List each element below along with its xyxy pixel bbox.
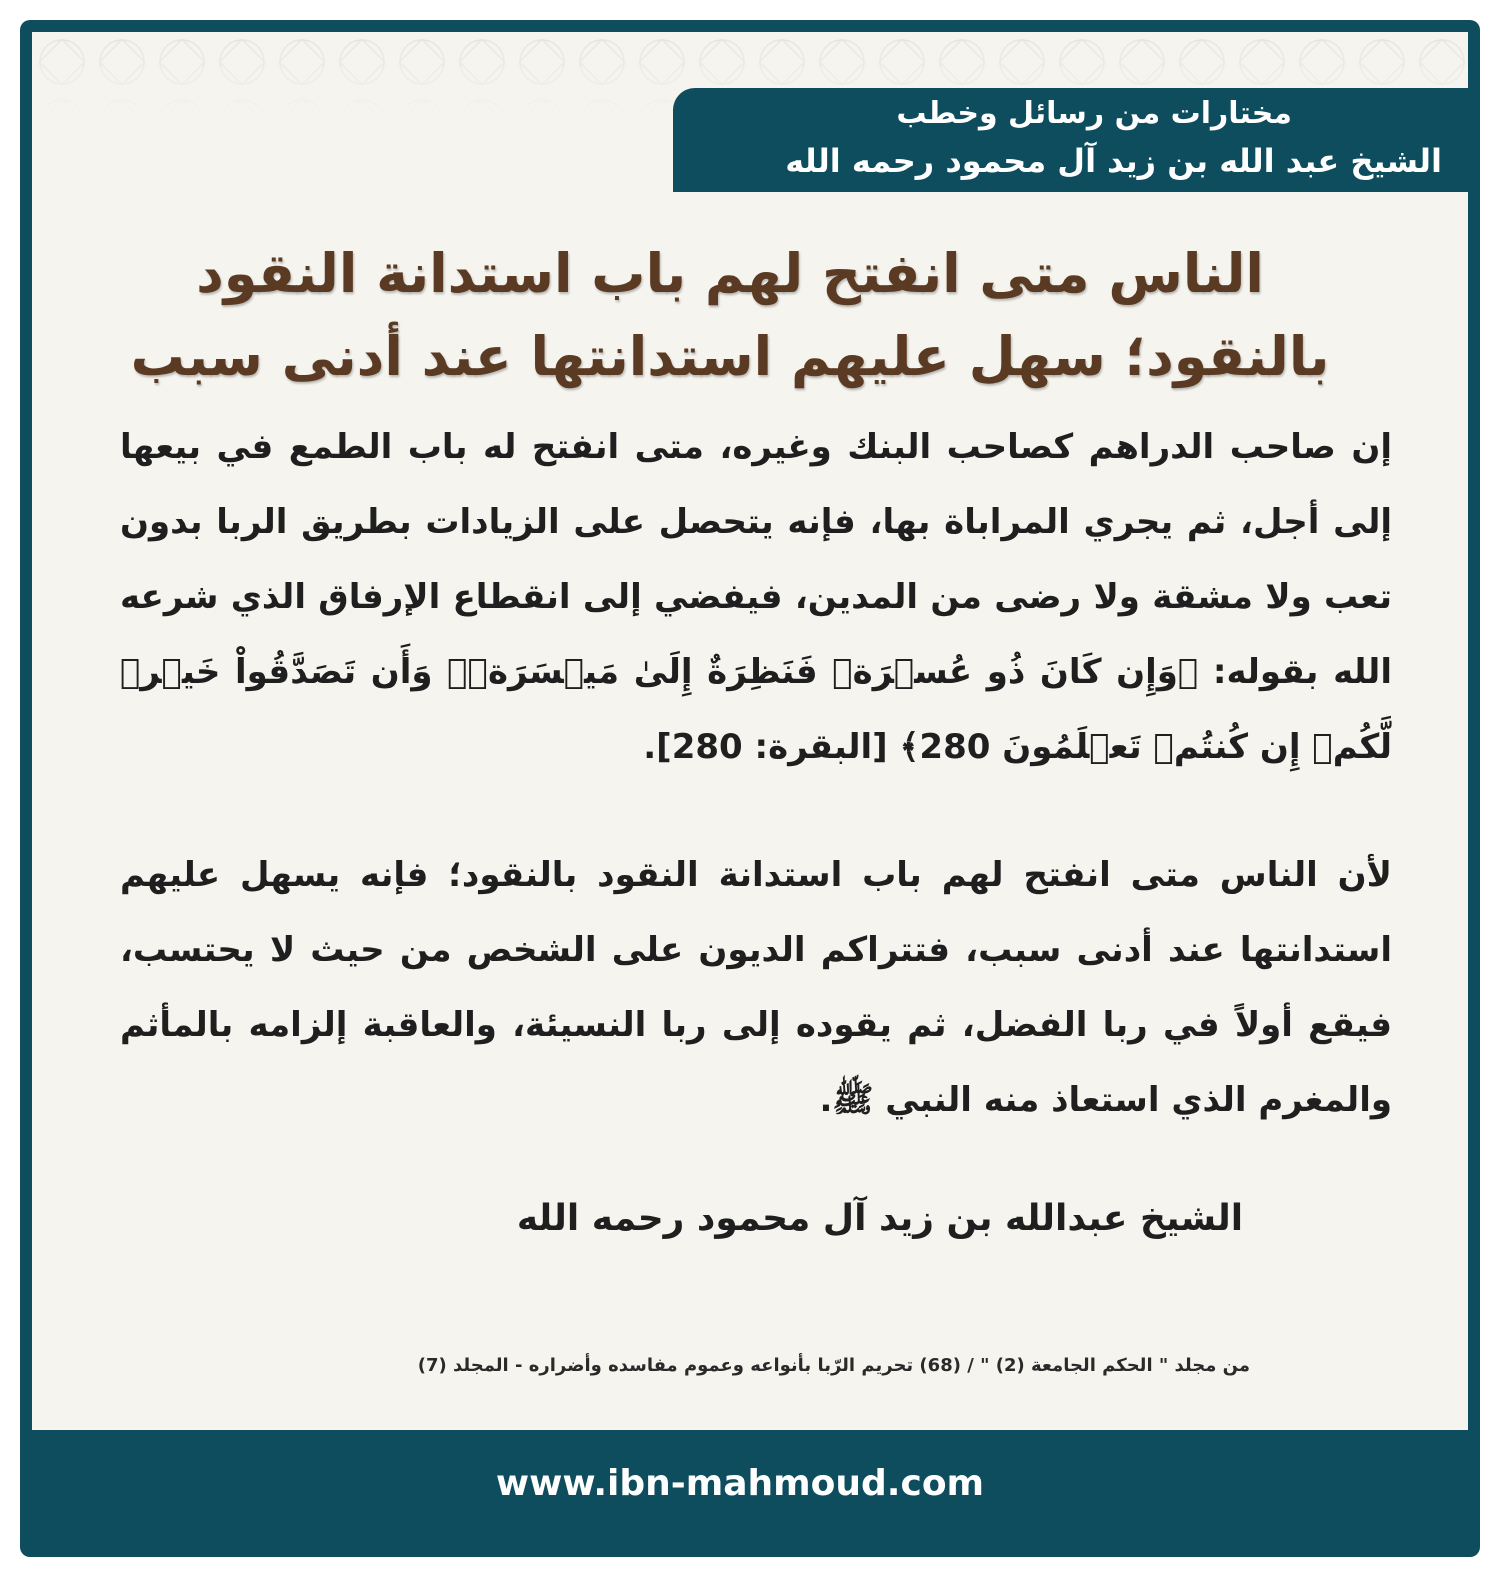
signature: الشيخ عبدالله بن زيد آل محمود رحمه الله xyxy=(516,1198,1244,1239)
verse-citation: [البقرة: 280]. xyxy=(643,727,900,767)
page-title xyxy=(110,232,1350,398)
paragraph-2-text: لأن الناس متى انفتح لهم باب استدانة النقود بالنقود؛ فإنه يسهل عليهم استدانتها عند أدنى سبب، فتتراكم الديون على الشخص من حيث لا يحتسب، فيقع أولاً في ربا الفضل، ثم يقوده إلى ربا النسيئة، والعاقبة إلزامه بالمأثم والمغرم الذي استعاذ منه النبي ﷺ. xyxy=(120,855,1392,1120)
title-line-1: الناس متى انفتح لهم باب استدانة النقود xyxy=(196,242,1264,305)
title-line-2: بالنقود؛ سهل عليهم استدانتها عند أدنى سبب xyxy=(130,325,1330,388)
quran-verse: ﴿وَإِن كَانَ ذُو عُسۡرَةٖ فَنَظِرَةٌ إِلَىٰ مَيۡسَرَةٖۚ وَأَن تَصَدَّقُواْ خَيۡرٞ لَّكُمۡ إِن كُنتُمۡ تَعۡلَمُونَ 280﴾ xyxy=(120,652,1392,767)
paragraph-2 xyxy=(120,838,1392,1138)
website-link[interactable]: www.ibn-mahmoud.com xyxy=(495,1463,985,1504)
source-reference: من مجلد " الحكم الجامعة (2) " / (68) تحريم الرّبا بأنواعه وعموم مفاسده وأضراره - المجلد (7) xyxy=(417,1355,1250,1376)
header-banner xyxy=(673,88,1468,192)
header-subtitle: مختارات من رسائل وخطب xyxy=(896,96,1292,131)
paragraph-1-text: إن صاحب الدراهم كصاحب البنك وغيره، متى انفتح له باب الطمع في بيعها إلى أجل، ثم يجري المراباة بها، فإنه يتحصل على الزيادات بطريق الربا بدون تعب ولا مشقة ولا رضى من المدين، فيفضي إلى انقطاع الإرفاق الذي شرعه الله بقوله: xyxy=(120,427,1392,692)
header-author: الشيخ عبد الله بن زيد آل محمود رحمه الله xyxy=(785,142,1442,180)
paragraph-1 xyxy=(120,410,1392,785)
footer-banner xyxy=(32,1430,1468,1537)
